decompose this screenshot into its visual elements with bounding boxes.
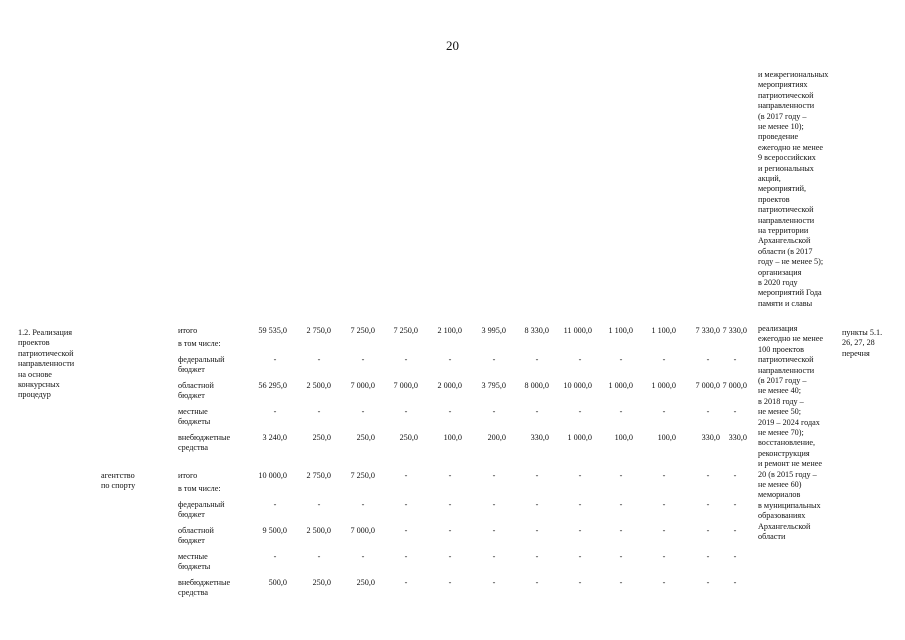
table-cell: -	[578, 355, 582, 364]
result-text-line: проектов	[758, 194, 790, 204]
section-result-line: в 2018 году –	[758, 396, 804, 406]
row-label: бюджет	[178, 536, 205, 546]
result-text-line: направленности	[758, 101, 815, 111]
section-result-line: мемориалов	[758, 490, 801, 500]
table-cell: 1 000,0	[608, 381, 633, 390]
table-cell: -	[733, 471, 737, 480]
result-text-line: мероприятиях	[758, 80, 808, 90]
table-cell: -	[733, 526, 737, 535]
section-link-line: пункты 5.1.	[842, 328, 883, 337]
result-text-line: в 2020 году	[758, 278, 798, 287]
table-cell: -	[273, 500, 277, 509]
table-cell: -	[273, 407, 277, 416]
table-cell: -	[535, 407, 539, 416]
table-cell: 7 250,0	[393, 326, 418, 335]
section-result-line: патриотической	[758, 355, 814, 365]
result-text-line: и межрегиональных	[758, 70, 829, 79]
section-name-line: процедур	[18, 390, 51, 400]
section-result-line: не менее 40;	[758, 386, 802, 396]
table-cell: -	[619, 355, 623, 364]
row-label: в том числе:	[178, 339, 221, 348]
table-cell: -	[404, 407, 408, 416]
section-link-line: перечня	[842, 348, 870, 358]
table-cell: -	[535, 526, 539, 535]
table-cell: -	[578, 578, 582, 587]
table-cell: 7 330,0	[722, 326, 747, 335]
table-cell: -	[706, 355, 710, 364]
table-cell: -	[662, 500, 666, 509]
result-text-line: (в 2017 году –	[758, 111, 807, 121]
table-cell: 100,0	[443, 433, 462, 442]
table-cell: 7 000,0	[350, 526, 375, 535]
table-cell: 3 240,0	[262, 433, 287, 442]
table-cell: 1 100,0	[608, 326, 633, 335]
result-text-line: области (в 2017	[758, 246, 813, 256]
section-result-line: восстановление,	[758, 438, 816, 448]
result-text-line: и региональных	[758, 163, 814, 173]
section-result-line: реализация	[758, 324, 798, 333]
section-result-line: не менее 50;	[758, 407, 802, 417]
table-cell: -	[448, 552, 452, 561]
table-cell: -	[706, 526, 710, 535]
page-number: 20	[446, 38, 459, 53]
row-label: средства	[178, 588, 209, 598]
table-cell: -	[535, 578, 539, 587]
table-cell: -	[404, 578, 408, 587]
table-cell: -	[448, 407, 452, 416]
table-cell: -	[404, 471, 408, 480]
section-result-line: направленности	[758, 365, 815, 375]
executor-line: по спорту	[101, 481, 136, 491]
result-text-line: проведение	[758, 132, 799, 142]
section-name-line: 1.2. Реализация	[18, 328, 73, 337]
table-cell: 2 500,0	[306, 381, 331, 390]
table-cell: 250,0	[356, 433, 375, 442]
table-cell: -	[733, 355, 737, 364]
table-cell: -	[535, 552, 539, 561]
result-text-line: не менее 10);	[758, 122, 804, 131]
section-name-line: направленности	[18, 359, 75, 369]
table-cell: -	[662, 471, 666, 480]
result-text-line: 9 всероссийских	[758, 153, 816, 163]
table-cell: -	[578, 526, 582, 535]
section-name-line: на основе	[18, 369, 52, 379]
table-cell: -	[662, 552, 666, 561]
result-text-line: патриотической	[758, 205, 814, 215]
table-cell: -	[662, 578, 666, 587]
table-cell: 2 000,0	[437, 381, 462, 390]
table-cell: 11 000,0	[563, 326, 592, 335]
table-cell: -	[404, 552, 408, 561]
row-label: бюджет	[178, 365, 205, 375]
table-cell: -	[535, 355, 539, 364]
section-result-line: и ремонт не менее	[758, 459, 822, 469]
table-cell: -	[492, 526, 496, 535]
table-cell: -	[404, 500, 408, 509]
result-text-line: году – не менее 5);	[758, 257, 824, 267]
table-cell: -	[361, 500, 365, 509]
row-label: бюджеты	[178, 417, 211, 427]
table-cell: 330,0	[701, 433, 720, 442]
table-cell: -	[535, 471, 539, 480]
table-cell: -	[404, 355, 408, 364]
table-cell: -	[492, 578, 496, 587]
row-label: местные	[178, 552, 208, 561]
section-result-line: 20 (в 2015 году –	[758, 469, 817, 479]
table-cell: -	[448, 471, 452, 480]
table-cell: 3 795,0	[481, 381, 506, 390]
table-cell: -	[578, 500, 582, 509]
table-cell: 9 500,0	[262, 526, 287, 535]
table-cell: -	[619, 526, 623, 535]
table-cell: -	[733, 407, 737, 416]
table-cell: 1 100,0	[651, 326, 676, 335]
section-name-line: конкурсных	[18, 380, 60, 389]
table-cell: 56 295,0	[258, 381, 287, 390]
table-cell: -	[706, 407, 710, 416]
section-result-line: Архангельской	[758, 521, 811, 531]
table-cell: -	[361, 552, 365, 561]
table-cell: 7 250,0	[350, 471, 375, 480]
table-cell: -	[317, 500, 321, 509]
section-result-line: не менее 70);	[758, 428, 804, 437]
table-cell: 330,0	[728, 433, 747, 442]
row-label: областной	[178, 526, 214, 535]
row-label: бюджет	[178, 391, 205, 401]
table-cell: 2 500,0	[306, 526, 331, 535]
section-result-line: реконструкция	[758, 448, 810, 458]
table-cell: 330,0	[530, 433, 549, 442]
result-text-line: направленности	[758, 215, 815, 225]
table-cell: 250,0	[356, 578, 375, 587]
table-cell: 7 000,0	[393, 381, 418, 390]
table-cell: -	[361, 407, 365, 416]
table-cell: -	[619, 500, 623, 509]
table-cell: -	[273, 355, 277, 364]
table-cell: -	[492, 407, 496, 416]
table-cell: -	[448, 355, 452, 364]
row-label: федеральный	[178, 500, 225, 509]
table-cell: -	[662, 355, 666, 364]
table-cell: -	[273, 552, 277, 561]
section-result-line: в муниципальных	[758, 500, 821, 510]
table-cell: -	[662, 407, 666, 416]
table-cell: -	[706, 500, 710, 509]
section-result-line: 2019 – 2024 годах	[758, 417, 820, 427]
table-cell: 7 000,0	[722, 381, 747, 390]
table-cell: 1 000,0	[651, 381, 676, 390]
table-cell: 7 250,0	[350, 326, 375, 335]
table-cell: 10 000,0	[258, 471, 287, 480]
row-label: итого	[178, 326, 198, 335]
table-cell: -	[619, 407, 623, 416]
result-text-line: патриотической	[758, 90, 814, 100]
table-cell: -	[492, 471, 496, 480]
table-cell: -	[706, 471, 710, 480]
section-name-line: патриотической	[18, 348, 74, 358]
section-link-line: 26, 27, 28	[842, 338, 875, 348]
table-cell: -	[662, 526, 666, 535]
table-cell: -	[492, 500, 496, 509]
row-label: средства	[178, 443, 209, 453]
row-label: федеральный	[178, 355, 225, 364]
table-cell: 1 000,0	[567, 433, 592, 442]
result-text-line: мероприятий Года	[758, 288, 822, 298]
table-cell: -	[317, 552, 321, 561]
table-cell: 59 535,0	[258, 326, 287, 335]
table-cell: -	[733, 578, 737, 587]
result-text-line: акций,	[758, 174, 781, 183]
table-cell: -	[448, 500, 452, 509]
result-text-line: организация	[758, 267, 802, 277]
section-result-line: области	[758, 532, 786, 541]
table-cell: -	[578, 471, 582, 480]
table-cell: -	[535, 500, 539, 509]
table-cell: -	[733, 500, 737, 509]
table-cell: 500,0	[268, 578, 287, 587]
table-cell: 250,0	[312, 578, 331, 587]
section-result-line: 100 проектов	[758, 344, 804, 354]
table-cell: 2 100,0	[437, 326, 462, 335]
table-cell: 8 330,0	[524, 326, 549, 335]
table-cell: -	[317, 407, 321, 416]
table-cell: 7 000,0	[350, 381, 375, 390]
table-cell: -	[492, 355, 496, 364]
table-cell: -	[448, 578, 452, 587]
section-result-line: ежегодно не менее	[758, 334, 824, 344]
result-text-line: Архангельской	[758, 236, 811, 246]
table-cell: 8 000,0	[524, 381, 549, 390]
table-cell: 7 000,0	[695, 381, 720, 390]
table-cell: 100,0	[657, 433, 676, 442]
table-cell: 7 330,0	[695, 326, 720, 335]
table-cell: -	[733, 552, 737, 561]
row-label: местные	[178, 407, 208, 416]
result-text-line: мероприятий,	[758, 184, 807, 194]
table-cell: 250,0	[399, 433, 418, 442]
table-cell: 3 995,0	[481, 326, 506, 335]
table-cell: 10 000,0	[563, 381, 592, 390]
row-label: бюджет	[178, 510, 205, 520]
table-cell: 2 750,0	[306, 471, 331, 480]
table-cell: -	[578, 407, 582, 416]
table-cell: -	[706, 578, 710, 587]
table-cell: -	[619, 578, 623, 587]
section-name-line: проектов	[18, 338, 50, 348]
table-cell: -	[492, 552, 496, 561]
table-cell: 100,0	[614, 433, 633, 442]
result-text-line: на территории	[758, 226, 809, 235]
section-result-line: не менее 60)	[758, 480, 802, 489]
table-cell: -	[448, 526, 452, 535]
table-cell: 200,0	[487, 433, 506, 442]
result-text-line: ежегодно не менее	[758, 142, 824, 152]
row-label: внебюджетные	[178, 433, 231, 442]
result-text-line: памяти и славы	[758, 298, 813, 308]
executor-line: агентство	[101, 471, 135, 480]
row-label: в том числе:	[178, 484, 221, 493]
table-cell: -	[619, 471, 623, 480]
table-cell: -	[317, 355, 321, 364]
table-cell: -	[404, 526, 408, 535]
table-cell: -	[619, 552, 623, 561]
row-label: бюджеты	[178, 562, 211, 572]
table-cell: 2 750,0	[306, 326, 331, 335]
table-cell: -	[706, 552, 710, 561]
table-cell: -	[361, 355, 365, 364]
section-result-line: (в 2017 году –	[758, 376, 807, 385]
section-result-line: образованиях	[758, 511, 806, 521]
table-cell: -	[578, 552, 582, 561]
row-label: итого	[178, 471, 198, 480]
row-label: внебюджетные	[178, 578, 231, 587]
table-cell: 250,0	[312, 433, 331, 442]
row-label: областной	[178, 381, 214, 390]
